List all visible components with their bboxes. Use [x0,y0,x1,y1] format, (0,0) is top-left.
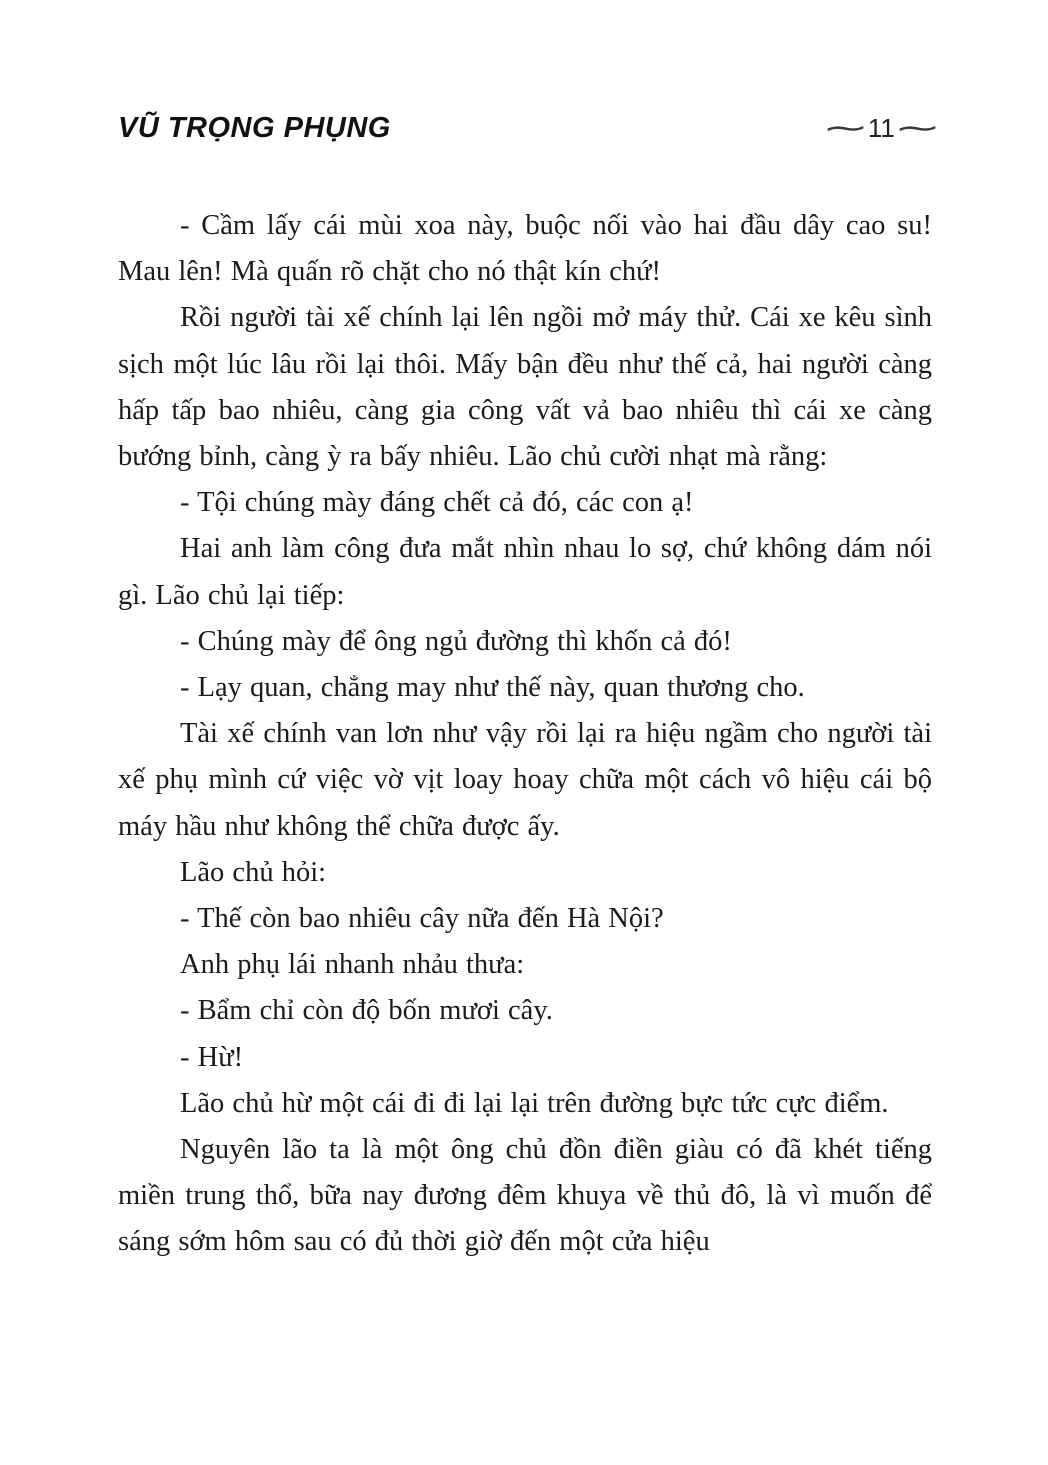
page-number-group [821,111,942,145]
paragraph: - Cầm lấy cái mùi xoa này, buộc nối vào hai đầu dây cao su! Mau lên! Mà quấn rõ chặt cho nó thật kín chứ! [118,210,932,288]
paragraph: Lão chủ hỏi: [180,856,327,888]
author-name: VŨ TRỌNG PHỤNG [118,112,391,144]
paragraph: - Tội chúng mày đáng chết cả đó, các con ạ! [180,487,694,519]
paragraph: Hai anh làm công đưa mắt nhìn nhau lo sợ, chứ không dám nói gì. Lão chủ lại tiếp: [118,533,932,611]
paragraph: Lão chủ hừ một cái đi đi lại lại trên đường bực tức cực điểm. [180,1087,889,1119]
paragraph: - Lạy quan, chẳng may như thế này, quan thương cho. [180,672,805,704]
paragraph: - Thế còn bao nhiêu cây nữa đến Hà Nội? [180,903,664,935]
paragraph: Tài xế chính van lơn như vậy rồi lại ra hiệu ngầm cho người tài xế phụ mình cứ việc vờ vịt loay hoay chữa một cách vô hiệu cái bộ máy hầu như không thể chữa được ấy. [118,718,932,842]
paragraph: - Bẩm chỉ còn độ bốn mươi cây. [180,995,553,1027]
page-body [118,203,932,1266]
page-header [118,111,942,145]
paragraph: Rồi người tài xế chính lại lên ngồi mở máy thử. Cái xe kêu sình sịch một lúc lâu rồi lại thôi. Mấy bận đều như thế cả, hai người càng hấp tấp bao nhiêu, càng gia công vất vả bao nhiêu thì cái xe càng bướng bỉnh, càng ỳ ra bấy nhiêu. Lão chủ cười nhạt mà rằng: [118,302,932,473]
paragraph: Nguyên lão ta là một ông chủ đồn điền giàu có đã khét tiếng miền trung thổ, bữa nay đương đêm khuya về thủ đô, là vì muốn để sáng sớm hôm sau có đủ thời giờ đến một cửa hiệu [118,1134,932,1258]
ornament-left-icon: ∼ [821,111,870,145]
paragraph: - Chúng mày để ông ngủ đường thì khốn cả đó! [180,625,732,657]
paragraph: Anh phụ lái nhanh nhảu thưa: [180,949,525,981]
page-number: 11 [867,113,895,143]
paragraph: - Hừ! [180,1041,244,1073]
ornament-right-icon: ∼ [893,111,942,145]
